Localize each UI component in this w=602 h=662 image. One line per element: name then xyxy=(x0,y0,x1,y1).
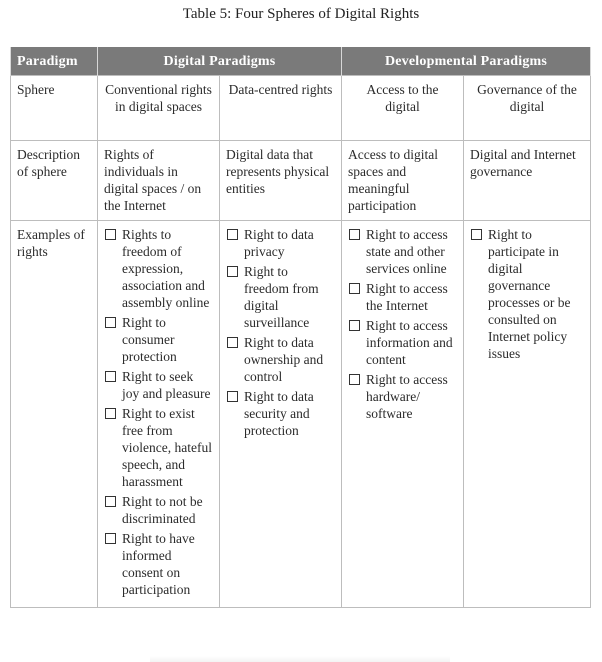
right-text: Right to access state and other services online xyxy=(366,227,448,276)
checkbox-icon xyxy=(105,496,116,507)
rights-list xyxy=(470,226,584,362)
checkbox-icon xyxy=(471,229,482,240)
description-row xyxy=(11,141,591,221)
examples-cell xyxy=(220,221,342,608)
right-text: Right to participate in digital governance processes or be consulted on Internet policy issues xyxy=(488,227,571,361)
right-text: Right to exist free from violence, hateful speech, and harassment xyxy=(122,406,212,489)
checkbox-icon xyxy=(349,374,360,385)
description-cell: Rights of individuals in digital spaces / on the Internet xyxy=(98,141,220,221)
checkbox-icon xyxy=(349,320,360,331)
checkbox-icon xyxy=(227,337,238,348)
rights-list xyxy=(348,226,457,422)
checkbox-icon xyxy=(349,283,360,294)
checkbox-icon xyxy=(105,317,116,328)
rights-list-item xyxy=(348,280,457,314)
right-text: Right to access the Internet xyxy=(366,281,448,313)
right-text: Right to data privacy xyxy=(244,227,314,259)
sphere-cell: Data-centred rights xyxy=(220,76,342,141)
sphere-cell: Conventional rights in digital spaces xyxy=(98,76,220,141)
checkbox-icon xyxy=(227,266,238,277)
row-label-sphere: Sphere xyxy=(11,76,98,141)
right-text: Right to data security and protection xyxy=(244,389,314,438)
description-cell: Digital and Internet governance xyxy=(464,141,591,221)
rights-list-item xyxy=(226,226,335,260)
right-text: Right to access information and content xyxy=(366,318,453,367)
rights-list-item xyxy=(348,226,457,277)
sphere-row xyxy=(11,76,591,141)
right-text: Right to seek joy and pleasure xyxy=(122,369,211,401)
right-text: Right to have informed consent on participation xyxy=(122,531,195,597)
rights-list-item xyxy=(104,493,213,527)
checkbox-icon xyxy=(227,391,238,402)
rights-list xyxy=(226,226,335,439)
right-text: Right to consumer protection xyxy=(122,315,177,364)
table-caption: Table 5: Four Spheres of Digital Rights xyxy=(182,6,420,22)
rights-list-item xyxy=(104,314,213,365)
checkbox-icon xyxy=(105,408,116,419)
examples-cell xyxy=(342,221,464,608)
row-label-examples: Examples of rights xyxy=(11,221,98,608)
header-paradigm: Paradigm xyxy=(11,47,98,76)
examples-cell xyxy=(464,221,591,608)
checkbox-icon xyxy=(105,371,116,382)
sphere-cell: Access to the digital xyxy=(342,76,464,141)
rights-list-item xyxy=(226,263,335,331)
examples-cell xyxy=(98,221,220,608)
checkbox-icon xyxy=(227,229,238,240)
checkbox-icon xyxy=(105,533,116,544)
description-cell: Access to digital spaces and meaningful participation xyxy=(342,141,464,221)
rights-list-item xyxy=(104,405,213,490)
rights-list-item xyxy=(226,334,335,385)
checkbox-icon xyxy=(105,229,116,240)
examples-row xyxy=(11,221,591,608)
row-label-description: Description of sphere xyxy=(11,141,98,221)
header-developmental-paradigms: Developmental Paradigms xyxy=(342,47,591,76)
right-text: Right to not be discriminated xyxy=(122,494,203,526)
right-text: Rights to freedom of expression, association and assembly online xyxy=(122,227,210,310)
rights-list-item xyxy=(104,226,213,311)
rights-list-item xyxy=(226,388,335,439)
sphere-cell: Governance of the digital xyxy=(464,76,591,141)
digital-rights-table xyxy=(10,47,591,608)
header-row xyxy=(11,47,591,76)
rights-list-item xyxy=(470,226,584,362)
checkbox-icon xyxy=(349,229,360,240)
rights-list xyxy=(104,226,213,598)
rights-list-item xyxy=(348,317,457,368)
description-cell: Digital data that represents physical entities xyxy=(220,141,342,221)
right-text: Right to access hardware/ software xyxy=(366,372,448,421)
header-digital-paradigms: Digital Paradigms xyxy=(98,47,342,76)
rights-list-item xyxy=(104,530,213,598)
page-shadow xyxy=(150,656,450,662)
rights-list-item xyxy=(348,371,457,422)
rights-list-item xyxy=(104,368,213,402)
right-text: Right to data ownership and control xyxy=(244,335,324,384)
right-text: Right to freedom from digital surveillance xyxy=(244,264,319,330)
